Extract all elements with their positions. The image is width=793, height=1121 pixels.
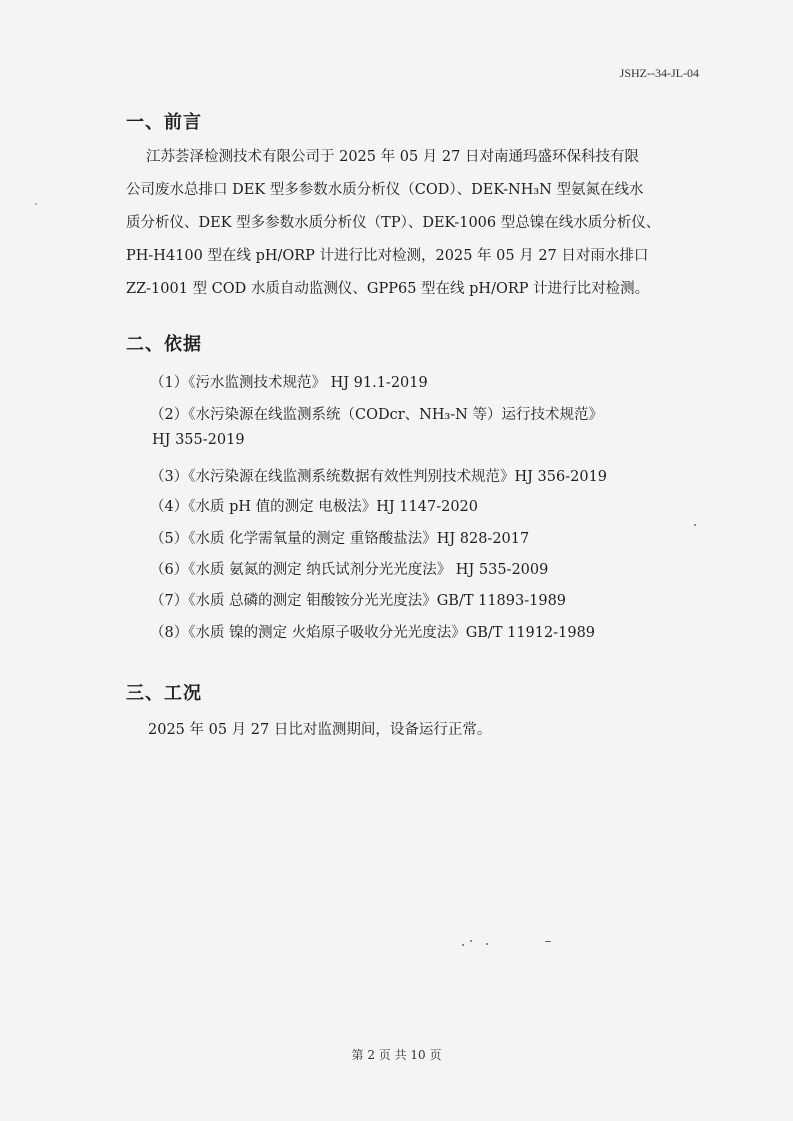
heading-basis: 二、依据: [126, 334, 202, 355]
reference-item-continuation: HJ 355-2019: [152, 432, 245, 448]
page-footer: 第 2 页 共 10 页: [351, 1048, 442, 1062]
document-code: JSHZ--34-JL-04: [619, 66, 699, 80]
reference-item: （1）《污水监测技术规范》 HJ 91.1-2019: [150, 375, 428, 391]
preface-line: ZZ-1001 型 COD 水质自动监测仪、GPP65 型在线 pH/ORP 计进行比对检测。: [126, 281, 650, 297]
preface-line: 江苏荟泽检测技术有限公司于 2025 年 05 月 27 日对南通玛盛环保科技有限: [146, 149, 639, 165]
preface-line: 公司废水总排口 DEK 型多参数水质分析仪（COD）、DEK-NH₃N 型氨氮在线水: [126, 182, 644, 198]
heading-preface: 一、前言: [126, 112, 202, 133]
conditions-text: 2025 年 05 月 27 日比对监测期间，设备运行正常。: [148, 722, 492, 738]
reference-item: （3）《水污染源在线监测系统数据有效性判别技术规范》HJ 356-2019: [150, 469, 608, 485]
preface-paragraph: [126, 141, 701, 306]
reference-item: （8）《水质 镍的测定 火焰原子吸收分光光度法》GB/T 11912-1989: [150, 625, 596, 641]
heading-conditions: 三、工况: [126, 683, 202, 704]
scan-speck: [545, 941, 551, 942]
scan-speck: [35, 203, 37, 205]
reference-item: （7）《水质 总磷的测定 钼酸铵分光光度法》GB/T 11893-1989: [150, 593, 567, 609]
scan-speck: [462, 944, 464, 946]
preface-line: 质分析仪、DEK 型多参数水质分析仪（TP）、DEK-1006 型总镍在线水质分析仪、: [126, 215, 661, 231]
scan-speck: [486, 943, 488, 945]
reference-item: （6）《水质 氨氮的测定 纳氏试剂分光光度法》 HJ 535-2009: [150, 562, 549, 578]
scan-speck: [470, 940, 472, 942]
scan-speck: [694, 524, 696, 526]
reference-item: （4）《水质 pH 值的测定 电极法》HJ 1147-2020: [150, 499, 478, 515]
reference-item: （2）《水污染源在线监测系统（CODcr、NH₃-N 等）运行技术规范》: [150, 407, 603, 423]
reference-item: （5）《水质 化学需氧量的测定 重铬酸盐法》HJ 828-2017: [150, 531, 530, 547]
preface-line: PH-H4100 型在线 pH/ORP 计进行比对检测，2025 年 05 月 27 日对雨水排口: [126, 248, 649, 264]
